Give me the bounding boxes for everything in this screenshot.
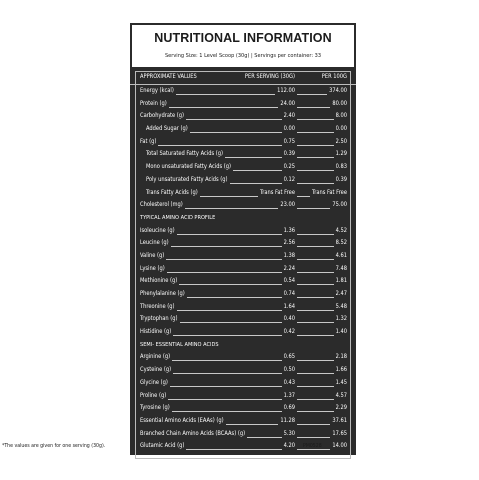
per-100g-value: 1.45 [335, 379, 347, 386]
per-100g-value: 1.29 [335, 151, 347, 158]
nutrient-row [130, 85, 356, 98]
nutrient-label: Carbohydrate (g) [140, 113, 184, 120]
nutrient-label: SEMI- ESSENTIAL AMINO ACIDS [140, 341, 219, 348]
per-serving-value: 0.25 [283, 164, 295, 171]
nutrient-row [130, 390, 356, 403]
nutrient-label: Threonine (g) [140, 303, 175, 310]
per-100g-value: 374.00 [329, 88, 347, 94]
leader-line [297, 208, 330, 209]
per-serving-value: 0.65 [283, 354, 295, 361]
per-100g-value: 14.00 [332, 443, 347, 450]
nutrient-label: Leucine (g) [140, 240, 169, 247]
per-serving-value: 0.54 [283, 278, 295, 285]
nutrient-row [130, 288, 356, 301]
per-serving-value: 0.40 [283, 316, 295, 323]
per-serving-value: 0.42 [283, 329, 295, 336]
per-100g-value: 0.39 [335, 176, 347, 183]
per-serving-value: 1.38 [283, 252, 295, 259]
nutrient-row [130, 415, 356, 428]
leader-line [186, 119, 282, 120]
nutrition-panel [130, 23, 356, 455]
per-100g-value: 2.50 [335, 138, 347, 145]
nutrient-row [130, 110, 356, 123]
per-serving-value: 1.64 [283, 303, 295, 310]
leader-line [297, 437, 330, 438]
leader-line [172, 411, 282, 412]
nutrient-label: Tyrosine (g) [140, 405, 170, 412]
nutrient-label: Proline (g) [140, 392, 167, 399]
nutrient-label: Mono unsaturated Fatty Acids (g) [146, 164, 231, 171]
leader-line [177, 234, 282, 235]
leader-line [158, 145, 282, 146]
leader-line [297, 94, 327, 95]
nutrient-row [130, 440, 356, 453]
panel-header [130, 23, 356, 69]
nutrient-label: Trans Fatty Acids (g) [146, 189, 198, 196]
leader-line [200, 196, 258, 197]
per-100g-value: 0.00 [335, 126, 347, 133]
leader-line [233, 170, 282, 171]
per-serving-value: 0.74 [283, 291, 295, 297]
leader-line [180, 322, 282, 323]
nutrient-label: Phenylalanine (g) [140, 291, 185, 297]
per-100g-value: 8.52 [335, 240, 347, 247]
per-100g-value: Trans Fat Free [311, 189, 347, 196]
per-serving-value: 23.00 [280, 202, 295, 209]
per-serving-value: 2.40 [283, 113, 295, 120]
leader-line [297, 157, 334, 158]
leader-line [173, 335, 282, 336]
leader-line [297, 297, 334, 298]
leader-line [297, 132, 334, 133]
nutrient-label: Valine (g) [140, 252, 165, 259]
leader-line [190, 132, 282, 133]
per-serving-value: 0.00 [283, 126, 295, 133]
section-heading [130, 212, 356, 225]
leader-line [171, 246, 282, 247]
nutrient-row [130, 326, 356, 339]
nutrient-label: Cholesterol (mg) [140, 202, 183, 209]
nutrient-row [130, 250, 356, 263]
leader-line [297, 322, 334, 323]
per-100g-value: 2.18 [335, 354, 347, 361]
per-serving-value: 4.20 [283, 443, 295, 450]
per-100g-value: 8.00 [335, 113, 347, 120]
leader-line [186, 449, 282, 450]
per-100g-value: 0.83 [335, 164, 347, 171]
col-per-100g: PER 100G [321, 74, 347, 80]
nutrient-label: Isoleucine (g) [140, 227, 175, 234]
nutrient-row [130, 187, 356, 200]
nutrient-row [130, 301, 356, 314]
leader-line [169, 107, 278, 108]
nutrient-label: Fat (g) [140, 138, 157, 145]
leader-line [297, 183, 334, 184]
per-serving-value: 2.24 [283, 265, 295, 272]
leader-line [297, 424, 330, 425]
leader-line [177, 310, 282, 311]
leader-line [187, 297, 282, 298]
nutrient-label: Glycine (g) [140, 379, 168, 386]
per-100g-value: 75.00 [332, 202, 347, 209]
col-approx-values: APPROXIMATE VALUES [140, 74, 197, 80]
nutrient-label: TYPICAL AMINO ACID PROFILE [140, 214, 216, 221]
nutrient-row [130, 199, 356, 212]
leader-line [225, 157, 282, 158]
per-serving-value: 0.50 [283, 367, 295, 374]
nutrient-label: Methionine (g) [140, 278, 178, 285]
per-100g-value: 80.00 [332, 100, 347, 107]
nutrient-label: Histidine (g) [140, 329, 172, 336]
nutrient-row [130, 136, 356, 149]
col-per-serving: PER SERVING (30G) [244, 74, 295, 80]
leader-line [166, 259, 282, 260]
nutrient-label: Arginine (g) [140, 354, 171, 361]
leader-line [297, 119, 334, 120]
leader-line [297, 272, 334, 273]
nutrient-row [130, 313, 356, 326]
per-100g-value: 2.29 [335, 405, 347, 412]
per-100g-value: 1.81 [335, 278, 347, 285]
nutrient-row [130, 377, 356, 390]
nutrient-row [130, 161, 356, 174]
nutrient-label: Total Saturated Fatty Acids (g) [146, 151, 224, 158]
per-serving-value: 2.56 [283, 240, 295, 247]
per-serving-value: 0.75 [283, 138, 295, 145]
per-serving-value: 1.37 [283, 392, 295, 399]
footnote: *The values are given for one serving (30g). [2, 443, 106, 449]
nutrient-row [130, 364, 356, 377]
per-100g-value: 5.48 [335, 303, 347, 310]
leader-line [185, 208, 278, 209]
nutrient-label: Lysine (g) [140, 265, 165, 272]
leader-line [297, 246, 334, 247]
per-100g-value: 1.40 [335, 329, 347, 336]
nutrient-row [130, 237, 356, 250]
per-serving-value: 0.39 [283, 151, 295, 158]
leader-line [297, 310, 334, 311]
leader-line [297, 360, 334, 361]
leader-line [297, 399, 334, 400]
per-serving-value: 0.43 [283, 379, 295, 386]
per-serving-value: 0.12 [283, 176, 295, 183]
leader-line [167, 272, 282, 273]
leader-line [226, 424, 278, 425]
leader-line [247, 437, 282, 438]
nutrient-row [130, 123, 356, 136]
leader-line [179, 284, 282, 285]
leader-line [230, 183, 282, 184]
leader-line [297, 335, 334, 336]
leader-line [176, 94, 275, 95]
nutrient-row [130, 148, 356, 161]
per-serving-value: 11.28 [280, 417, 295, 424]
nutrient-label: Branched Chain Amino Acids (BCAAs) (g) [140, 430, 246, 437]
leader-line [297, 411, 334, 412]
per-serving-value: 1.36 [283, 227, 295, 234]
serving-info: Serving Size: 1 Level Scoop (30g) | Servings per container: 33 [164, 53, 322, 59]
nutrient-label: Cysteine (g) [140, 367, 172, 374]
leader-line [297, 170, 334, 171]
nutrient-row [130, 174, 356, 187]
per-100g-value: 4.57 [335, 392, 347, 399]
nutrient-label: Energy (kcal) [140, 88, 174, 94]
nutrient-label: Tryptophan (g) [140, 316, 178, 323]
nutrient-row [130, 351, 356, 364]
leader-line [172, 360, 282, 361]
nutrient-row [130, 225, 356, 238]
per-serving-value: 5.30 [283, 430, 295, 437]
nutrient-rows [130, 85, 356, 453]
leader-line [297, 449, 330, 450]
panel-title: NUTRITIONAL INFORMATION [154, 31, 332, 45]
leader-line [297, 234, 334, 235]
leader-line [297, 386, 334, 387]
per-100g-value: 37.61 [332, 417, 347, 424]
leader-line [297, 145, 334, 146]
column-header-row [130, 71, 356, 85]
nutrient-label: Protein (g) [140, 100, 167, 107]
per-100g-value: 7.48 [335, 265, 347, 272]
per-100g-value: 17.65 [332, 430, 347, 437]
leader-line [297, 373, 334, 374]
leader-line [297, 284, 334, 285]
per-serving-value: 24.00 [280, 100, 295, 107]
per-serving-value: 0.69 [283, 405, 295, 412]
per-100g-value: 1.32 [335, 316, 347, 323]
leader-line [168, 399, 282, 400]
nutrient-row [130, 275, 356, 288]
leader-line [170, 386, 282, 387]
leader-line [173, 373, 282, 374]
nutrient-row [130, 98, 356, 111]
leader-line [297, 107, 330, 108]
nutrient-label: Poly unsaturated Fatty Acids (g) [146, 176, 228, 183]
product-code: PM0528 [303, 443, 322, 449]
per-serving-value: 112.00 [277, 88, 295, 94]
nutrient-label: Glutamic Acid (g) [140, 443, 185, 450]
leader-line [297, 196, 310, 197]
per-100g-value: 2.47 [335, 291, 347, 297]
per-100g-value: 1.66 [335, 367, 347, 374]
per-serving-value: Trans Fat Free [259, 189, 295, 196]
leader-line [297, 259, 334, 260]
section-heading [130, 339, 356, 352]
nutrient-row [130, 428, 356, 441]
nutrient-row [130, 263, 356, 276]
nutrient-row [130, 402, 356, 415]
nutrient-label: Added Sugar (g) [146, 126, 188, 133]
per-100g-value: 4.52 [335, 227, 347, 234]
per-100g-value: 4.61 [335, 252, 347, 259]
nutrient-label: Essential Amino Acids (EAAs) (g) [140, 417, 224, 424]
